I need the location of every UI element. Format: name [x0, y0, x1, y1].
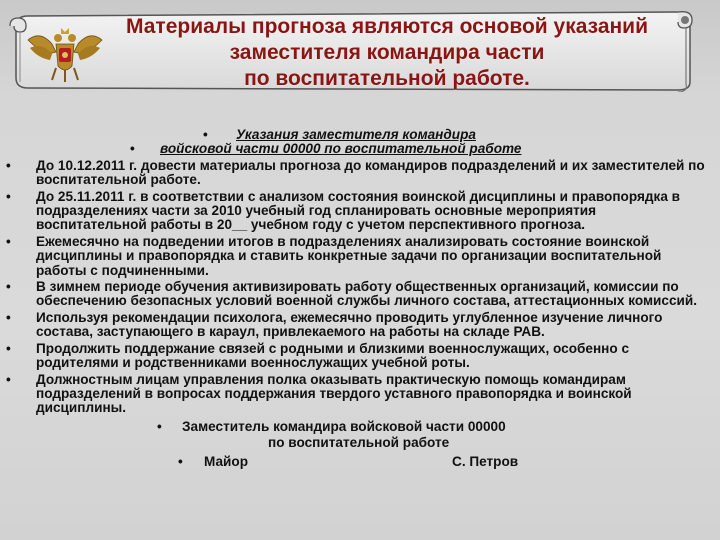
heading-line-2 [6, 142, 710, 156]
signature-department: по воспитательной работе [268, 435, 450, 451]
heading-line-1 [6, 128, 710, 142]
list-item-text: До 10.12.2011 г. довести материалы прогноза до командиров подразделений и их заместителей по воспитательной работе. [36, 157, 705, 188]
signature-rank: Майор [204, 453, 249, 469]
signature-name: С. Петров [452, 453, 519, 469]
signature-position: Заместитель командира войсковой части 00000 [182, 418, 506, 434]
list-item [6, 342, 710, 371]
bullet: • [6, 371, 11, 387]
list-item-text: Ежемесячно на подведении итогов в подразделениях анализировать состояние воинской дисциплины и правопорядка и ставить конкретные задачи по организации воспитательной работы с подчиненными. [36, 233, 662, 278]
list-item [6, 159, 710, 188]
slide-title [102, 14, 672, 92]
scroll-banner [6, 4, 698, 92]
heading-text-2: войсковой части 00000 по воспитательной работе [160, 141, 522, 157]
title-line-2: заместителя командира части [229, 41, 545, 64]
title-line-3: по воспитательной работе. [244, 67, 530, 90]
content-body [6, 128, 710, 471]
list-item [6, 190, 710, 233]
heading-bullet-2: • [130, 141, 135, 157]
bullet: • [6, 279, 11, 295]
bullet: • [6, 340, 11, 356]
list-item [6, 373, 710, 416]
list-item-text: До 25.11.2011 г. в соответствии с анализом состояния воинской дисциплины и правопорядка в подразделениях части за 2010 учебный год спланировать основные мероприятия воспитательной работы в 20__ учебном году с учетом перспективного прогноза. [36, 188, 681, 233]
bullet: • [6, 309, 11, 325]
list-item [6, 311, 710, 340]
signature-line-1 [6, 420, 710, 434]
bullet: • [6, 188, 11, 204]
bullet: • [6, 233, 11, 249]
signature-bullet-1: • [157, 418, 162, 434]
heading-text-1: Указания заместителя командира [236, 127, 476, 142]
list-item [6, 280, 710, 309]
list-item-text: Продолжить поддержание связей с родными и близкими военнослужащих, особенно с родителями и родственниками военнослужащих учебной роты. [36, 340, 630, 371]
title-line-1: Материалы прогноза являются основой указаний [126, 15, 648, 38]
list-item-text: Используя рекомендации психолога, ежемесячно проводить углубленное изучение личного состава, заступающего в караул, привлекаемого на работы на складе РАВ. [36, 309, 663, 340]
list-item-text: Должностным лицам управления полка оказывать практическую помощь командирам подразделений в вопросах поддержания твердого уставного правопорядка и воинской дисциплины. [36, 371, 632, 416]
list-item [6, 235, 710, 278]
heading-bullet-1: • [203, 127, 208, 142]
list-item-text: В зимнем периоде обучения активизировать работу общественных организаций, комиссии по обеспечению безопасных условий военной службы личного состава, аттестационных комиссий. [36, 279, 698, 309]
signature-bullet-2: • [178, 453, 183, 469]
double-headed-eagle-icon [26, 26, 104, 84]
signature-line-2 [6, 436, 710, 450]
signature-line-3 [6, 455, 710, 471]
bullet: • [6, 157, 11, 173]
